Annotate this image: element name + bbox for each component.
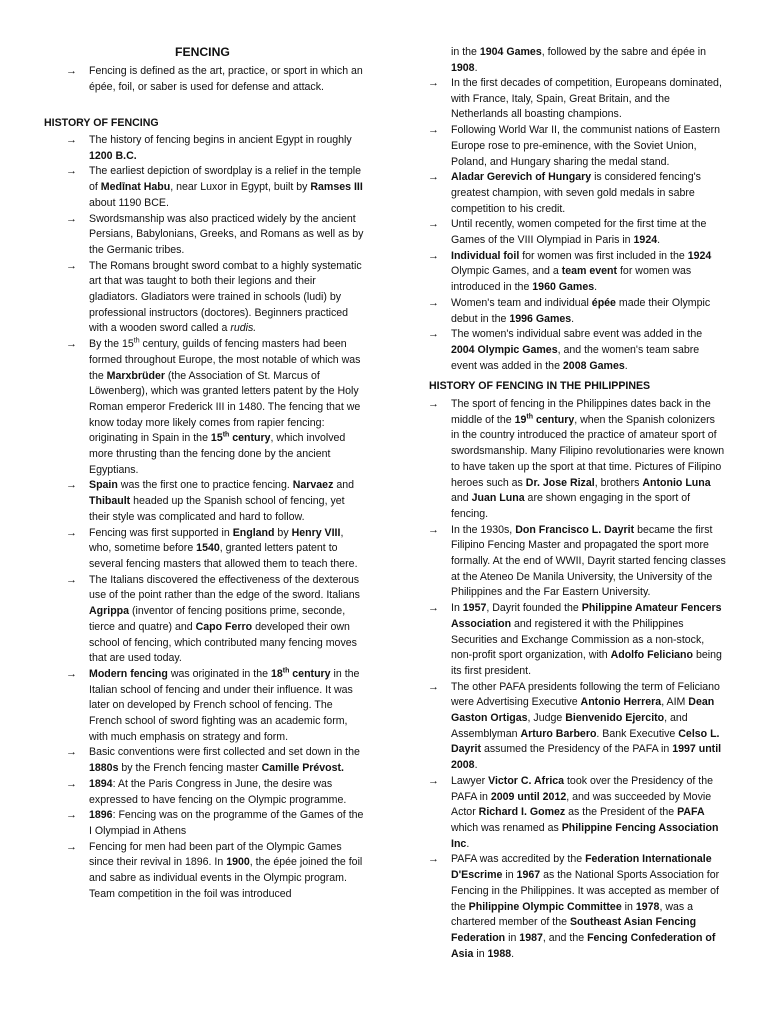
page-title: FENCING [175,45,230,59]
list-item: → 1896: Fencing was on the programme of the Games of the I Olympiad in Athens [66,809,364,837]
list-item: → Women's team and individual épée made their Olympic debut in the 1996 Games. [428,296,711,325]
list-item: → Fencing for men had been part of the Olympic Games since their revival in 1896. In 1900, the épée joined the foil and sabre as individual events in the Olympic program. Team competition in the foil was introduced [66,840,363,900]
arrow-bullet-icon: → [66,338,77,351]
arrow-bullet-icon: → [428,218,439,231]
list-item: → Spain was the first one to practice fencing. Narvaez and Thibault headed up the Spanish school of fencing, yet their style was complicated and hard to follow. [66,479,354,523]
list-item: → The Italians discovered the effectiveness of the dexterous use of the point rather than the edge of the sword. Italians Agrippa (inventor of fencing positions prime, seconde, tierce and quatre) and Capo Ferro developed their own school of fencing, which contributed many fencing moves that are used today. [66,573,360,665]
arrow-bullet-icon: → [428,77,439,89]
list-item: → Individual foil for women was first included in the 1924 Olympic Games, and a team event for women was introduced in the 1960 Games. [428,249,712,294]
arrow-bullet-icon: → [428,853,439,866]
arrow-bullet-icon: → [66,840,77,853]
list-item: → Lawyer Victor C. Africa took over the Presidency of the PAFA in 2009 until 2012, and was succeeded by Movie Actor Richard I. Gomez as the President of the PAFA which was renamed as Philippine Fencing Association Inc. [428,774,719,850]
history-list-left [44,133,364,902]
list-item: → PAFA was accredited by the Federation Internationale D'Escrime in 1967 as the National Sports Association for Fencing in the Philippines. It was accepted as member of the Philippine Olympic Committee in 1978, was a chartered member of the Southeast Asian Fencing Federation in 1987, and the Fencing Confederation of Asia in 1988. [428,853,720,960]
arrow-bullet-icon: → [428,602,439,615]
arrow-bullet-icon: → [66,809,77,822]
list-item: → The earliest depiction of swordplay is a relief in the temple of Medīnat Habu, near Luxor in Egypt, built by Ramses III about 1190 BCE. [66,165,363,209]
arrow-bullet-icon: → [66,479,77,492]
list-item: → Until recently, women competed for the first time at the Games of the VIII Olympiad in Paris in 1924. [428,218,707,247]
arrow-bullet-icon: → [428,124,439,137]
arrow-bullet-icon: → [428,249,439,262]
history-list-right [420,76,726,374]
arrow-bullet-icon: → [428,774,439,787]
list-item: → 1894: At the Paris Congress in June, the desire was expressed to have fencing on the Olympic programme. [66,777,347,806]
history-continuation [420,45,726,76]
arrow-bullet-icon: → [66,259,77,272]
list-item: → The Romans brought sword combat to a highly systematic art that was taught to both their legions and their gladiators. Gladiators were trained in schools (ludi) by professional instructors (doctores). Beginners practiced with a wooden sword called a rudis. [66,259,362,335]
list-item: → The sport of fencing in the Philippines dates back in the middle of the 19th century, when the Spanish colonizers in the country introduced the practice of amateur sport of swordsmanship. Many Filipino revolutionaries were known to have taken up the sport at that time. Pictures of Filipino heroes such as Dr. Jose Rizal, brothers Antonio Luna and Juan Luna are shown engaging in the sport of fencing. [428,398,725,520]
arrow-bullet-icon: → [66,212,77,225]
arrow-bullet-icon: → [66,526,77,539]
arrow-bullet-icon: → [66,746,77,759]
list-item: → The history of fencing begins in ancient Egypt in roughly 1200 B.C. [66,134,352,162]
arrow-bullet-icon: → [66,777,77,790]
list-item: → In the 1930s, Don Francisco L. Dayrit became the first Filipino Fencing Master and propagated the sport more formally. At the end of WWII, Dayrit started fencing classes at the Ateneo De Manila University, the University of the Philippines and the Far Eastern University. [428,523,726,599]
list-item: → Aladar Gerevich of Hungary is considered fencing's greatest champion, with seven gold medals in sabre competition to his credit. [428,171,701,215]
arrow-bullet-icon: → [428,523,439,536]
intro-list [44,64,364,95]
section-heading-philippines: HISTORY OF FENCING IN THE PHILIPPINES [429,380,651,392]
list-item: → Following World War II, the communist nations of Eastern Europe rose to pre-eminence, with the Soviet Union, Poland, and Hungary sharing the medal stand. [428,124,721,168]
list-item: → Modern fencing was originated in the 18th century in the Italian school of fencing and under their influence. It was later on developed by French school of fencing. The French school of sword fighting was an academic form, with much emphasis on strategy and form. [66,667,360,743]
philippines-list [420,397,726,962]
arrow-bullet-icon: → [428,680,439,693]
section-heading-history: HISTORY OF FENCING [44,117,159,129]
list-item: → In the first decades of competition, Europeans dominated, with France, Italy, Spain, Great Britain, and the Netherlands all boasting champions. [428,77,722,121]
arrow-bullet-icon: → [428,398,439,410]
list-item: → In 1957, Dayrit founded the Philippine Amateur Fencers Association and registered it with the Philippines Securities and Exchange Commission as a non-stock, non-profit sport organization, with Adolfo Feliciano being its first president. [428,602,722,677]
list-item: → The women's individual sabre event was added in the 2004 Olympic Games, and the women's team sabre event was added in the 2008 Games. [428,328,703,372]
arrow-bullet-icon: → [428,296,439,309]
arrow-bullet-icon: → [428,328,439,341]
list-item: in the 1904 Games, followed by the sabre and épée in 1908. [451,46,707,74]
list-item: → Fencing is defined as the art, practice, or sport in which an épée, foil, or saber is used for defense and attack. [66,65,363,93]
list-item: → The other PAFA presidents following the term of Feliciano were Advertising Executive Antonio Herrera, AIM Dean Gaston Ortigas, Judge Bienvenido Ejercito, and Assemblyman Arturo Barbero. Bank Executive Celso L. Dayrit assumed the Presidency of the PAFA in 1997 until 2008. [428,680,722,772]
arrow-bullet-icon: → [66,573,77,586]
arrow-bullet-icon: → [66,134,77,146]
arrow-bullet-icon: → [66,667,77,680]
list-item: → Swordsmanship was also practiced widely by the ancient Persians, Babylonians, Greeks, and Romans as well as by the Germanic tribes. [66,212,364,256]
list-item: → Basic conventions were first collected and set down in the 1880s by the French fencing master Camille Prévost. [66,746,360,775]
list-item: → Fencing was first supported in England by Henry VIII, who, sometime before 1540, granted letters patent to several fencing masters that allowed them to teach there. [66,526,358,570]
arrow-bullet-icon: → [66,165,77,178]
arrow-bullet-icon: → [66,65,77,77]
arrow-bullet-icon: → [428,171,439,184]
list-item: → By the 15th century, guilds of fencing masters had been formed throughout Europe, the most notable of which was the Marxbrüder (the Association of St. Marcus of Löwenberg), which was granted letters patent by the Holy Roman emperor Frederick III in 1480. The fencing that we know today more likely comes from rapier fencing: originating in Spain in the 15th century, which involved more thrusting than the fencing done by the ancient Egyptians. [66,337,361,476]
